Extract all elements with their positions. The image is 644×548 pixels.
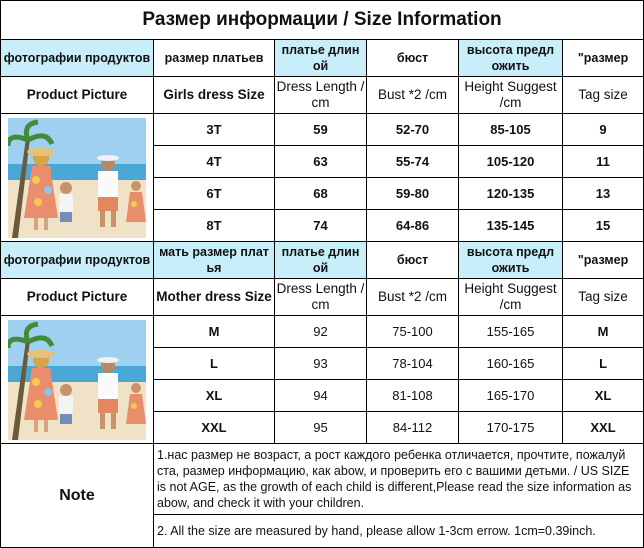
height-cell: 165-170	[459, 380, 563, 412]
col-size-ru: мать размер плат ья	[154, 242, 275, 279]
tag-cell: 11	[563, 146, 644, 178]
col-length-ru: платье длин ой	[275, 40, 367, 77]
mother-size-cell: M	[154, 316, 275, 348]
mother-size-cell: XXL	[154, 412, 275, 444]
tag-cell: 13	[563, 178, 644, 210]
height-cell: 85-105	[459, 114, 563, 146]
product-photo-mother	[1, 316, 154, 444]
col-dress-length: Dress Length / cm	[275, 279, 367, 316]
height-cell: 120-135	[459, 178, 563, 210]
note-label: Note	[1, 444, 154, 548]
girls-header-ru	[1, 40, 644, 77]
tag-cell: M	[563, 316, 644, 348]
bust-cell: 55-74	[367, 146, 459, 178]
length-cell: 94	[275, 380, 367, 412]
mother-header-en	[1, 279, 644, 316]
height-cell: 135-145	[459, 210, 563, 242]
length-cell: 92	[275, 316, 367, 348]
mother-size-cell: XL	[154, 380, 275, 412]
bust-cell: 52-70	[367, 114, 459, 146]
beach-family-image	[8, 320, 146, 440]
col-product-picture-ru: фотографии продуктов	[1, 242, 154, 279]
col-bust: Bust *2 /cm	[367, 279, 459, 316]
page-title: Размер информации / Size Information	[1, 1, 644, 40]
bust-cell: 64-86	[367, 210, 459, 242]
bust-cell: 75-100	[367, 316, 459, 348]
col-girls-size: Girls dress Size	[154, 77, 275, 114]
col-tag-ru: "размер	[563, 242, 644, 279]
col-height-suggest: Height Suggest /cm	[459, 279, 563, 316]
product-photo-girls	[1, 114, 154, 242]
mother-header-ru	[1, 242, 644, 279]
tag-cell: XXL	[563, 412, 644, 444]
girls-header-en	[1, 77, 644, 114]
col-bust-ru: бюст	[367, 242, 459, 279]
girls-size-cell: 4T	[154, 146, 275, 178]
bust-cell: 59-80	[367, 178, 459, 210]
girls-size-cell: 3T	[154, 114, 275, 146]
girls-size-cell: 6T	[154, 178, 275, 210]
note-text-2: 2. All the size are measured by hand, please allow 1-3cm errow. 1cm=0.39inch.	[154, 515, 644, 548]
col-tag-size: Tag size	[563, 77, 644, 114]
col-product-picture: Product Picture	[1, 279, 154, 316]
girls-size-cell: 8T	[154, 210, 275, 242]
note-row	[1, 444, 644, 515]
col-product-picture-ru: фотографии продуктов	[1, 40, 154, 77]
beach-family-image	[8, 118, 146, 238]
length-cell: 63	[275, 146, 367, 178]
col-product-picture: Product Picture	[1, 77, 154, 114]
beach-family-photo	[8, 320, 146, 440]
col-length-ru: платье длин ой	[275, 242, 367, 279]
table-row	[1, 316, 644, 348]
tag-cell: 9	[563, 114, 644, 146]
mother-size-cell: L	[154, 348, 275, 380]
length-cell: 95	[275, 412, 367, 444]
note-text-1: 1.нас размер не возраст, а рост каждого ребенка отличается, прочтите, пожалуй ста, размер информацию, как abow, и проверить его с вашими детьми. / US SIZE is not AGE, as the growth of each child is different,Please read the size information as abow, and check it with your children.	[154, 444, 644, 515]
col-size-ru: размер платьев	[154, 40, 275, 77]
tag-cell: L	[563, 348, 644, 380]
tag-cell: XL	[563, 380, 644, 412]
tag-cell: 15	[563, 210, 644, 242]
col-height-ru: высота предл ожить	[459, 40, 563, 77]
height-cell: 170-175	[459, 412, 563, 444]
length-cell: 59	[275, 114, 367, 146]
bust-cell: 78-104	[367, 348, 459, 380]
table-row	[1, 114, 644, 146]
beach-family-photo	[8, 118, 146, 238]
col-height-ru: высота предл ожить	[459, 242, 563, 279]
col-tag-size: Tag size	[563, 279, 644, 316]
length-cell: 68	[275, 178, 367, 210]
col-dress-length: Dress Length / cm	[275, 77, 367, 114]
col-height-suggest: Height Suggest /cm	[459, 77, 563, 114]
col-mother-size: Mother dress Size	[154, 279, 275, 316]
height-cell: 155-165	[459, 316, 563, 348]
col-bust-ru: бюст	[367, 40, 459, 77]
bust-cell: 84-112	[367, 412, 459, 444]
height-cell: 105-120	[459, 146, 563, 178]
length-cell: 93	[275, 348, 367, 380]
length-cell: 74	[275, 210, 367, 242]
bust-cell: 81-108	[367, 380, 459, 412]
col-tag-ru: "размер	[563, 40, 644, 77]
height-cell: 160-165	[459, 348, 563, 380]
col-bust: Bust *2 /cm	[367, 77, 459, 114]
